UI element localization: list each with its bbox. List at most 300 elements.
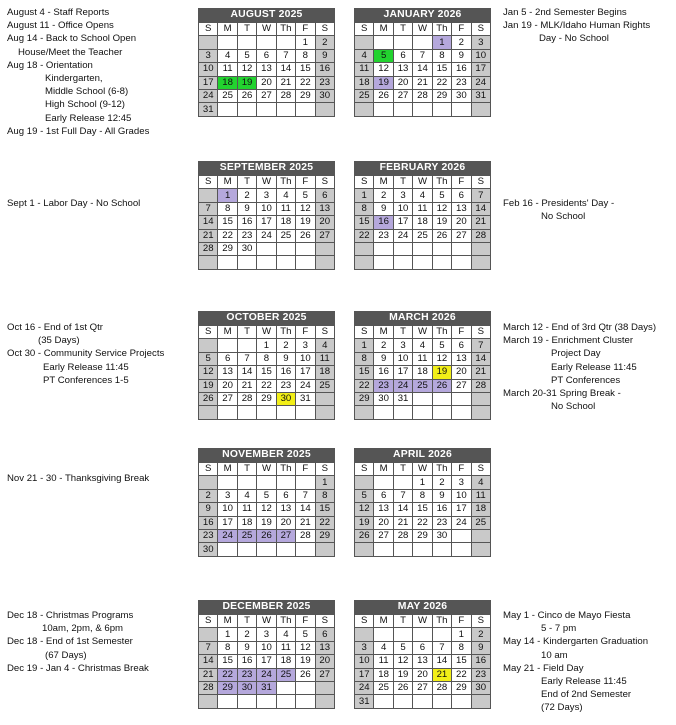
day-cell: 3 xyxy=(199,49,218,62)
calendar-may-2026 xyxy=(354,600,491,709)
weekday-label: W xyxy=(257,615,276,628)
weekday-header-row xyxy=(199,326,335,339)
note-line: Oct 16 - End of 1st Qtr xyxy=(7,322,103,333)
weekday-label: W xyxy=(257,176,276,189)
day-cell: 24 xyxy=(393,379,412,392)
empty-cell xyxy=(413,628,432,641)
day-cell: 19 xyxy=(296,216,315,229)
weekday-header-row xyxy=(199,615,335,628)
day-cell: 12 xyxy=(237,63,256,76)
day-cell: 1 xyxy=(355,189,374,202)
weekday-label: S xyxy=(355,23,374,36)
day-cell: 1 xyxy=(355,339,374,352)
day-cell: 31 xyxy=(471,89,490,102)
day-cell: 4 xyxy=(218,49,237,62)
day-cell: 5 xyxy=(257,489,276,502)
day-cell: 9 xyxy=(432,489,451,502)
calendar-month-title: DECEMBER 2025 xyxy=(198,600,335,614)
empty-cell xyxy=(374,36,393,49)
day-cell: 20 xyxy=(257,76,276,89)
day-cell: 11 xyxy=(413,202,432,215)
day-cell: 21 xyxy=(413,76,432,89)
empty-cell xyxy=(199,36,218,49)
day-cell: 6 xyxy=(218,352,237,365)
week-row xyxy=(199,543,335,556)
weekday-label: T xyxy=(237,463,256,476)
day-cell: 4 xyxy=(276,189,295,202)
weekday-label: F xyxy=(296,463,315,476)
day-cell: 23 xyxy=(237,668,256,681)
day-cell: 28 xyxy=(413,89,432,102)
calendar-grid xyxy=(354,325,491,420)
weekday-label: M xyxy=(218,326,237,339)
notes-december xyxy=(7,609,149,675)
day-cell: 13 xyxy=(218,366,237,379)
day-cell: 11 xyxy=(413,352,432,365)
day-cell: 13 xyxy=(413,655,432,668)
calendar-april-2026 xyxy=(354,448,491,557)
week-row xyxy=(355,641,491,654)
weekday-label: F xyxy=(296,23,315,36)
weekday-label: S xyxy=(199,326,218,339)
weekday-label: W xyxy=(257,326,276,339)
day-cell: 25 xyxy=(276,229,295,242)
calendar-month-title: FEBRUARY 2026 xyxy=(354,161,491,175)
day-cell: 7 xyxy=(199,202,218,215)
day-cell: 21 xyxy=(471,216,490,229)
empty-cell xyxy=(452,543,471,556)
day-cell: 27 xyxy=(393,89,412,102)
empty-cell xyxy=(218,543,237,556)
day-cell: 5 xyxy=(432,339,451,352)
day-cell: 29 xyxy=(355,392,374,405)
day-cell: 26 xyxy=(237,89,256,102)
day-cell: 12 xyxy=(199,366,218,379)
weekday-label: S xyxy=(315,176,334,189)
notes-january xyxy=(503,6,650,46)
day-cell: 23 xyxy=(471,668,490,681)
day-cell: 23 xyxy=(374,229,393,242)
day-cell: 2 xyxy=(374,339,393,352)
calendar-grid xyxy=(198,175,335,270)
day-cell: 29 xyxy=(218,242,237,255)
note-line: Project Day xyxy=(551,348,601,360)
notes-may xyxy=(503,609,648,715)
note-line: (35 Days) xyxy=(38,335,80,347)
weekday-label: Th xyxy=(432,176,451,189)
week-row xyxy=(355,476,491,489)
day-cell: 31 xyxy=(199,103,218,116)
empty-cell xyxy=(257,476,276,489)
empty-cell xyxy=(471,103,490,116)
day-cell: 11 xyxy=(471,489,490,502)
day-cell: 15 xyxy=(296,63,315,76)
day-cell: 13 xyxy=(393,63,412,76)
weekday-label: S xyxy=(315,615,334,628)
weekday-label: W xyxy=(413,176,432,189)
week-row xyxy=(355,189,491,202)
notes-october xyxy=(7,321,164,387)
calendar-january-2026 xyxy=(354,8,491,117)
day-cell: 22 xyxy=(296,76,315,89)
weekday-label: F xyxy=(296,326,315,339)
empty-cell xyxy=(237,543,256,556)
empty-cell xyxy=(452,256,471,269)
day-cell: 11 xyxy=(315,352,334,365)
week-row xyxy=(199,366,335,379)
week-row xyxy=(199,229,335,242)
week-row xyxy=(355,628,491,641)
day-cell: 28 xyxy=(199,242,218,255)
day-cell: 22 xyxy=(218,668,237,681)
weekday-label: S xyxy=(199,23,218,36)
day-cell: 10 xyxy=(452,489,471,502)
day-cell: 27 xyxy=(452,229,471,242)
day-cell: 10 xyxy=(393,202,412,215)
day-cell: 10 xyxy=(296,352,315,365)
empty-cell xyxy=(432,103,451,116)
day-cell: 26 xyxy=(432,229,451,242)
day-cell: 9 xyxy=(452,49,471,62)
day-cell: 19 xyxy=(199,379,218,392)
day-cell: 25 xyxy=(413,229,432,242)
notes-august xyxy=(7,6,149,138)
day-cell: 17 xyxy=(355,668,374,681)
weekday-label: T xyxy=(237,23,256,36)
week-row xyxy=(199,242,335,255)
day-cell: 26 xyxy=(355,529,374,542)
calendar-month-title: SEPTEMBER 2025 xyxy=(198,161,335,175)
day-cell: 2 xyxy=(452,36,471,49)
empty-cell xyxy=(374,103,393,116)
day-cell: 17 xyxy=(257,216,276,229)
day-cell: 20 xyxy=(452,366,471,379)
weekday-label: S xyxy=(315,463,334,476)
empty-cell xyxy=(393,242,412,255)
empty-cell xyxy=(432,543,451,556)
weekday-label: W xyxy=(413,326,432,339)
empty-cell xyxy=(199,339,218,352)
day-cell: 23 xyxy=(237,229,256,242)
day-cell: 16 xyxy=(315,63,334,76)
day-cell: 17 xyxy=(199,76,218,89)
day-cell: 30 xyxy=(374,392,393,405)
note-line: Feb 16 - Presidents' Day - xyxy=(503,198,615,209)
week-row xyxy=(199,76,335,89)
day-cell: 24 xyxy=(257,229,276,242)
day-cell: 29 xyxy=(257,392,276,405)
note-line: Dec 18 - End of 1st Semester xyxy=(7,636,133,648)
weekday-header-row xyxy=(199,176,335,189)
day-cell: 18 xyxy=(315,366,334,379)
day-cell: 30 xyxy=(276,392,295,405)
day-cell: 29 xyxy=(413,529,432,542)
calendar-december-2025 xyxy=(198,600,335,709)
day-cell: 1 xyxy=(257,339,276,352)
week-row xyxy=(199,668,335,681)
day-cell: 13 xyxy=(452,352,471,365)
calendar-november-2025 xyxy=(198,448,335,557)
day-cell: 5 xyxy=(199,352,218,365)
day-cell: 9 xyxy=(471,641,490,654)
day-cell: 17 xyxy=(393,366,412,379)
empty-cell xyxy=(374,242,393,255)
week-row xyxy=(199,695,335,708)
note-line: 10am, 2pm, & 6pm xyxy=(42,623,124,635)
day-cell: 8 xyxy=(452,641,471,654)
weekday-label: M xyxy=(374,23,393,36)
day-cell: 11 xyxy=(355,63,374,76)
weekday-label: S xyxy=(355,176,374,189)
day-cell: 4 xyxy=(374,641,393,654)
weekday-label: F xyxy=(452,23,471,36)
weekday-label: S xyxy=(199,615,218,628)
day-cell: 7 xyxy=(276,49,295,62)
week-row xyxy=(355,49,491,62)
day-cell: 7 xyxy=(413,49,432,62)
week-row xyxy=(355,516,491,529)
empty-cell xyxy=(413,406,432,419)
day-cell: 8 xyxy=(432,49,451,62)
empty-cell xyxy=(374,543,393,556)
day-cell: 29 xyxy=(296,89,315,102)
day-cell: 25 xyxy=(374,681,393,694)
weekday-label: T xyxy=(393,615,412,628)
day-cell: 2 xyxy=(374,189,393,202)
day-cell: 20 xyxy=(315,216,334,229)
week-row xyxy=(355,352,491,365)
weekday-label: M xyxy=(374,326,393,339)
empty-cell xyxy=(276,476,295,489)
weekday-label: T xyxy=(237,326,256,339)
empty-cell xyxy=(452,242,471,255)
weekday-header-row xyxy=(355,326,491,339)
day-cell: 2 xyxy=(199,489,218,502)
weekday-label: W xyxy=(413,615,432,628)
day-cell: 14 xyxy=(471,202,490,215)
day-cell: 9 xyxy=(374,202,393,215)
empty-cell xyxy=(413,392,432,405)
day-cell: 1 xyxy=(218,189,237,202)
day-cell: 5 xyxy=(296,628,315,641)
day-cell: 22 xyxy=(413,516,432,529)
day-cell: 26 xyxy=(393,681,412,694)
empty-cell xyxy=(315,543,334,556)
empty-cell xyxy=(413,256,432,269)
empty-cell xyxy=(355,406,374,419)
empty-cell xyxy=(237,476,256,489)
week-row xyxy=(355,216,491,229)
day-cell: 21 xyxy=(276,76,295,89)
weekday-label: S xyxy=(315,23,334,36)
week-row xyxy=(199,489,335,502)
weekday-header-row xyxy=(355,23,491,36)
day-cell: 25 xyxy=(413,379,432,392)
day-cell: 5 xyxy=(374,49,393,62)
empty-cell xyxy=(393,36,412,49)
week-row xyxy=(199,392,335,405)
day-cell: 22 xyxy=(315,516,334,529)
day-cell: 30 xyxy=(452,89,471,102)
week-row xyxy=(199,352,335,365)
weekday-label: M xyxy=(218,615,237,628)
week-row xyxy=(355,229,491,242)
week-row xyxy=(199,49,335,62)
empty-cell xyxy=(296,103,315,116)
day-cell: 9 xyxy=(276,352,295,365)
day-cell: 17 xyxy=(218,516,237,529)
day-cell: 18 xyxy=(413,366,432,379)
weekday-label: W xyxy=(413,463,432,476)
weekday-label: Th xyxy=(276,326,295,339)
day-cell: 18 xyxy=(471,503,490,516)
day-cell: 21 xyxy=(296,516,315,529)
day-cell: 20 xyxy=(452,216,471,229)
day-cell: 19 xyxy=(296,655,315,668)
day-cell: 24 xyxy=(452,516,471,529)
day-cell: 21 xyxy=(393,516,412,529)
week-row xyxy=(355,489,491,502)
day-cell: 19 xyxy=(237,76,256,89)
day-cell: 26 xyxy=(432,379,451,392)
day-cell: 29 xyxy=(432,89,451,102)
day-cell: 28 xyxy=(237,392,256,405)
weekday-label: M xyxy=(218,463,237,476)
week-row xyxy=(355,202,491,215)
day-cell: 4 xyxy=(413,189,432,202)
day-cell: 30 xyxy=(432,529,451,542)
day-cell: 9 xyxy=(237,641,256,654)
empty-cell xyxy=(355,476,374,489)
day-cell: 22 xyxy=(452,668,471,681)
weekday-label: S xyxy=(471,463,490,476)
week-row xyxy=(355,695,491,708)
weekday-label: Th xyxy=(432,463,451,476)
day-cell: 26 xyxy=(296,229,315,242)
day-cell: 12 xyxy=(432,202,451,215)
day-cell: 17 xyxy=(296,366,315,379)
day-cell: 5 xyxy=(296,189,315,202)
weekday-label: F xyxy=(452,615,471,628)
day-cell: 4 xyxy=(471,476,490,489)
day-cell: 8 xyxy=(413,489,432,502)
week-row xyxy=(355,392,491,405)
week-row xyxy=(355,406,491,419)
note-line: March 12 - End of 3rd Qtr (38 Days) xyxy=(503,322,657,333)
day-cell: 16 xyxy=(276,366,295,379)
day-cell: 17 xyxy=(452,503,471,516)
empty-cell xyxy=(355,256,374,269)
empty-cell xyxy=(374,695,393,708)
weekday-label: F xyxy=(296,176,315,189)
notes-september xyxy=(7,197,140,210)
day-cell: 6 xyxy=(257,49,276,62)
calendar-month-title: JANUARY 2026 xyxy=(354,8,491,22)
day-cell: 12 xyxy=(296,641,315,654)
day-cell: 4 xyxy=(413,339,432,352)
day-cell: 22 xyxy=(355,229,374,242)
empty-cell xyxy=(393,543,412,556)
day-cell: 24 xyxy=(218,529,237,542)
day-cell: 13 xyxy=(452,202,471,215)
day-cell: 11 xyxy=(218,63,237,76)
empty-cell xyxy=(471,695,490,708)
day-cell: 5 xyxy=(393,641,412,654)
day-cell: 16 xyxy=(374,366,393,379)
empty-cell xyxy=(393,695,412,708)
day-cell: 7 xyxy=(432,641,451,654)
day-cell: 10 xyxy=(471,49,490,62)
week-row xyxy=(199,202,335,215)
day-cell: 18 xyxy=(413,216,432,229)
empty-cell xyxy=(355,628,374,641)
empty-cell xyxy=(296,476,315,489)
week-row xyxy=(199,681,335,694)
weekday-label: Th xyxy=(432,615,451,628)
empty-cell xyxy=(237,406,256,419)
day-cell: 12 xyxy=(374,63,393,76)
day-cell: 13 xyxy=(257,63,276,76)
empty-cell xyxy=(471,392,490,405)
calendar-february-2026 xyxy=(354,161,491,270)
day-cell: 6 xyxy=(315,189,334,202)
day-cell: 15 xyxy=(315,503,334,516)
week-row xyxy=(355,379,491,392)
day-cell: 1 xyxy=(413,476,432,489)
day-cell: 15 xyxy=(432,63,451,76)
week-row xyxy=(355,529,491,542)
calendar-month-title: AUGUST 2025 xyxy=(198,8,335,22)
empty-cell xyxy=(296,406,315,419)
day-cell: 14 xyxy=(199,216,218,229)
day-cell: 16 xyxy=(471,655,490,668)
empty-cell xyxy=(452,103,471,116)
note-line: Kindergarten, xyxy=(45,73,103,85)
note-line: Dec 18 - Christmas Programs xyxy=(7,610,134,621)
empty-cell xyxy=(374,406,393,419)
day-cell: 17 xyxy=(393,216,412,229)
day-cell: 19 xyxy=(432,366,451,379)
day-cell: 8 xyxy=(315,489,334,502)
empty-cell xyxy=(276,36,295,49)
day-cell: 24 xyxy=(296,379,315,392)
day-cell: 15 xyxy=(257,366,276,379)
empty-cell xyxy=(237,695,256,708)
day-cell: 24 xyxy=(257,668,276,681)
day-cell: 3 xyxy=(452,476,471,489)
week-row xyxy=(199,655,335,668)
weekday-label: T xyxy=(393,23,412,36)
week-row xyxy=(199,103,335,116)
day-cell: 30 xyxy=(199,543,218,556)
day-cell: 19 xyxy=(374,76,393,89)
day-cell: 4 xyxy=(355,49,374,62)
empty-cell xyxy=(471,543,490,556)
calendar-grid xyxy=(198,325,335,420)
empty-cell xyxy=(237,339,256,352)
day-cell: 13 xyxy=(315,641,334,654)
note-line: May 21 - Field Day xyxy=(503,662,584,674)
weekday-label: S xyxy=(471,23,490,36)
day-cell: 4 xyxy=(315,339,334,352)
empty-cell xyxy=(393,406,412,419)
day-cell: 11 xyxy=(237,503,256,516)
day-cell: 22 xyxy=(218,229,237,242)
week-row xyxy=(355,36,491,49)
day-cell: 27 xyxy=(257,89,276,102)
day-cell: 8 xyxy=(355,202,374,215)
day-cell: 19 xyxy=(257,516,276,529)
